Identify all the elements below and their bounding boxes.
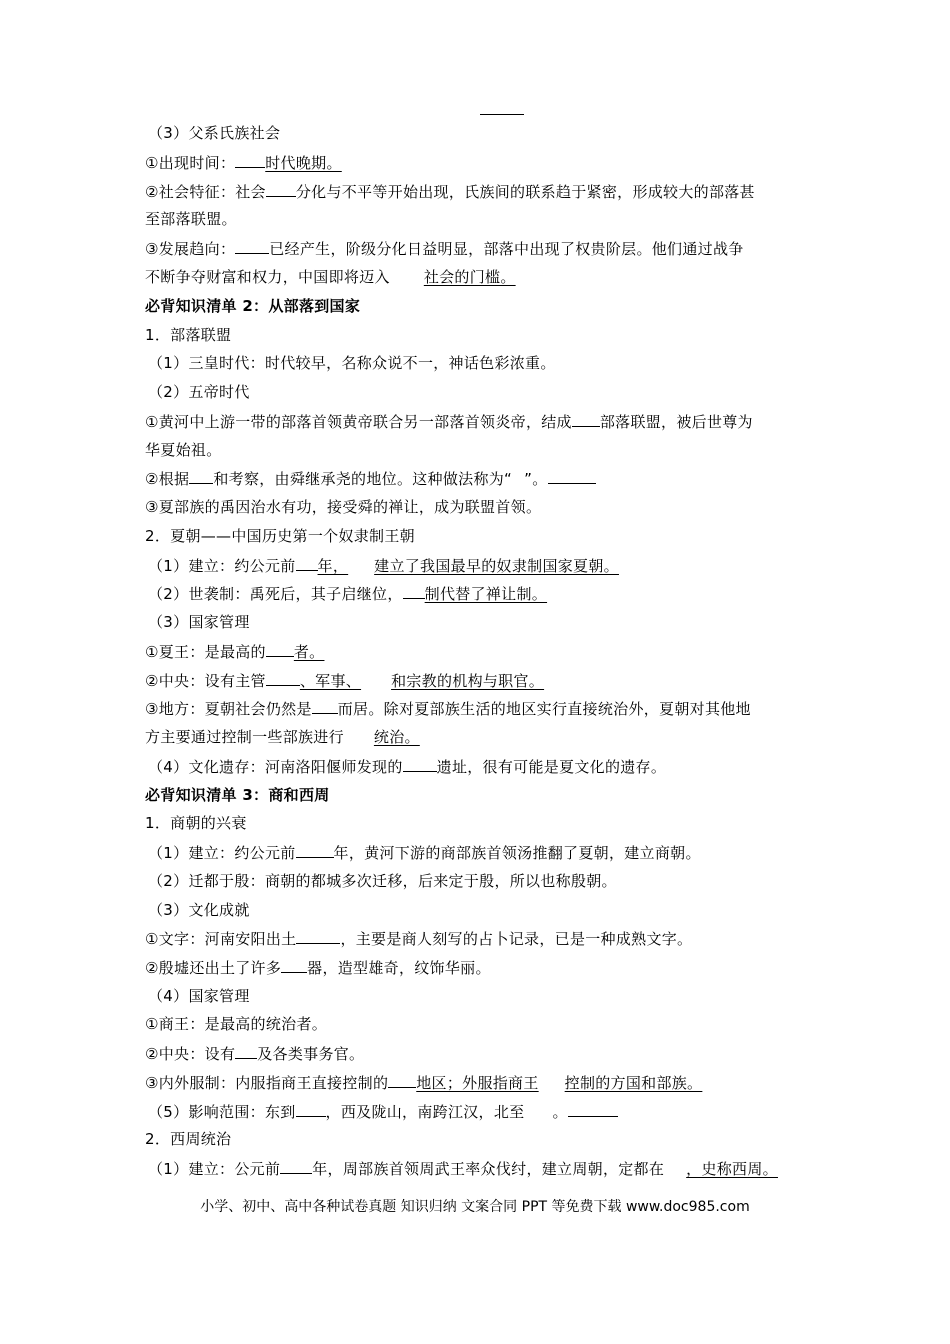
text-line: （5）影响范围：东到 ，西及陇山，南跨江汉，北至 。 (148, 1101, 618, 1122)
text-line: 华夏始祖。 (145, 441, 222, 459)
fill-blank (572, 411, 600, 427)
text-line: ③内外服制：内服指商王直接控制的 地区；外服指商王 控制的方国和部族。 (145, 1074, 703, 1092)
fill-blank (280, 1158, 312, 1174)
section-heading-paternal-clan: （3）父系氏族社会 (148, 124, 281, 142)
fill-blank (266, 181, 296, 197)
fill-blank (568, 1101, 618, 1117)
text-line: （1）建立：约公元前 年，黄河下游的商部族首领汤推翻了夏朝，建立商朝。 (148, 844, 701, 862)
text-line: ③地方：夏朝社会仍然是 而居。除对夏部族生活的地区实行直接统治外，夏朝对其他地 (145, 700, 751, 718)
text-line: ①夏王：是最高的 者。 (145, 643, 325, 661)
fill-blank (235, 238, 269, 254)
fill-blank (403, 756, 437, 772)
text-line: （2）世袭制：禹死后，其子启继位， 制代替了禅让制。 (148, 585, 548, 603)
subheading: 2．西周统治 (145, 1130, 232, 1148)
text-line: （2）五帝时代 (148, 383, 250, 401)
text-line: ①黄河中上游一带的部落首领黄帝联合另一部落首领炎帝，结成 部落联盟，被后世尊为 (145, 413, 753, 431)
text-line: ②根据 和考察，由舜继承尧的地位。这种做法称为“ ”。 (145, 468, 596, 489)
text-line: ②殷墟还出土了许多 器，造型雄奇，纹饰华丽。 (145, 959, 491, 977)
text-line: ①文字：河南安阳出土 ，主要是商人刻写的占卜记录，已是一种成熟文字。 (145, 930, 693, 948)
fill-blank (403, 583, 425, 599)
text-line: （1）建立：约公元前 年， 建立了我国最早的奴隶制国家夏朝。 (148, 557, 619, 575)
fill-blank (388, 1072, 416, 1088)
fill-blank (281, 957, 307, 973)
top-rule (480, 114, 524, 115)
text-line: ③夏部族的禹因治水有功，接受舜的禅让，成为联盟首领。 (145, 498, 542, 516)
fill-blank (235, 1043, 257, 1059)
text-line: （4）文化遗存：河南洛阳偃师发现的 遗址，很有可能是夏文化的遗存。 (148, 758, 667, 776)
fill-blank (266, 641, 294, 657)
section-title-3: 必背知识清单 3：商和西周 (145, 786, 330, 804)
text-line: ②中央：设有 及各类事务官。 (145, 1045, 365, 1063)
text-line: （1）建立：公元前 年，周部族首领周武王率众伐纣，建立周朝，定都在 ，史称西周。 (148, 1160, 778, 1178)
text-line: 不断争夺财富和权力，中国即将迈入 社会的门槛。 (145, 268, 516, 286)
subheading: 1．部落联盟 (145, 326, 232, 344)
text-line: ②社会特征：社会 分化与不平等开始出现，氏族间的联系趋于紧密，形成较大的部落甚 (145, 183, 755, 201)
fill-blank (296, 1101, 326, 1117)
fill-blank (312, 698, 338, 714)
text-line: ①商王：是最高的统治者。 (145, 1015, 328, 1033)
text-line: （2）迁都于殷：商朝的都城多次迁移，后来定于殷，所以也称殷朝。 (148, 872, 617, 890)
fill-blank (548, 468, 596, 484)
text-line: （4）国家管理 (148, 987, 250, 1005)
footer-text: 小学、初中、高中各种试卷真题 知识归纳 文案合同 PPT 等免费下载 www.doc985.com (200, 1199, 750, 1215)
text-line: （1）三皇时代：时代较早，名称众说不一，神话色彩浓重。 (148, 354, 556, 372)
text-line: ①出现时间： 时代晚期。 (145, 154, 342, 172)
text-line: 方主要通过控制一些部族进行 统治。 (145, 728, 420, 746)
section-title-2: 必背知识清单 2：从部落到国家 (145, 297, 361, 315)
fill-blank (296, 555, 318, 571)
subheading: 2．夏朝——中国历史第一个奴隶制王朝 (145, 527, 415, 545)
text-line: （3）国家管理 (148, 613, 250, 631)
fill-blank (235, 152, 265, 168)
text-line: 至部落联盟。 (145, 210, 237, 228)
text-line: ②中央：设有主管 、军事、 和宗教的机构与职官。 (145, 672, 545, 690)
text-line: ③发展趋向： 已经产生，阶级分化日益明显，部落中出现了权贵阶层。他们通过战争 (145, 240, 744, 258)
text-line: （3）文化成就 (148, 901, 250, 919)
fill-blank (296, 842, 334, 858)
fill-blank (296, 928, 340, 944)
subheading: 1．商朝的兴衰 (145, 814, 247, 832)
fill-blank (266, 670, 300, 686)
fill-blank (189, 468, 213, 484)
